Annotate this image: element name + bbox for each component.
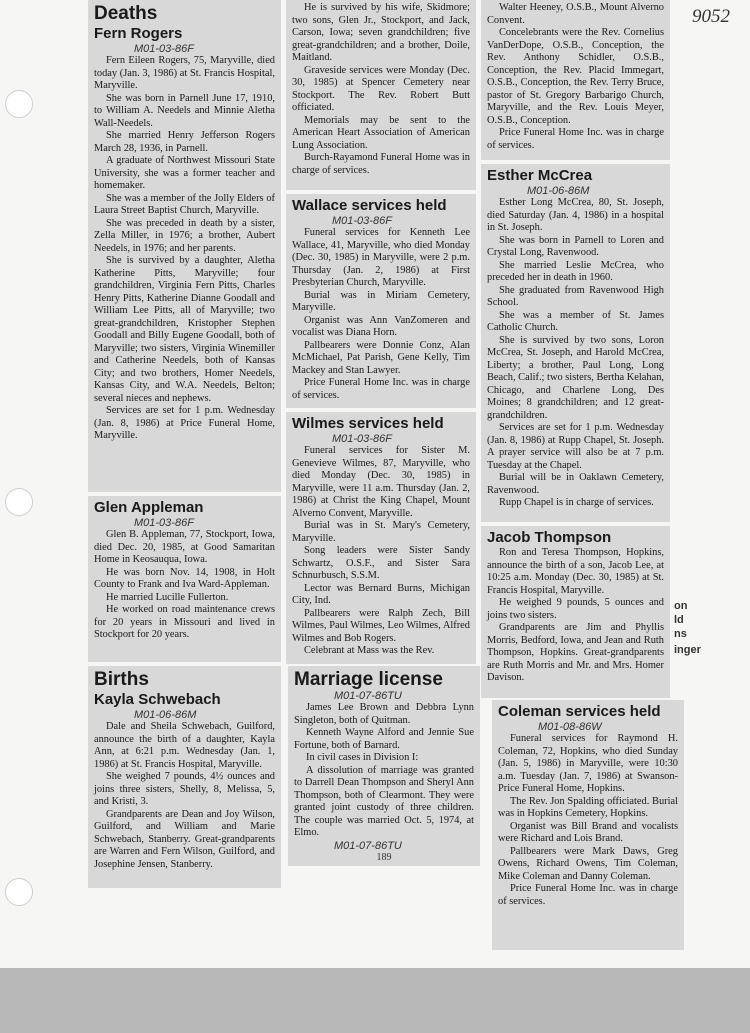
paragraph: Price Funeral Home Inc. was in charge of services. [498, 883, 678, 907]
clipping-number: 189 [376, 851, 392, 863]
paragraph: Organist was Ann VanZomeren and vocalist was Diana Horn. [292, 314, 470, 338]
cut-off-text-fragment: on [674, 600, 688, 612]
paragraph: Funeral services for Raymond H. Coleman, 72, Hopkins, who died Sunday (Jan. 5, 1986) in Maryville, were 10:30 a.m. Tuesday (Jan. 7, 1986) at Swanson-Price Funeral Home, Hopkins. [498, 733, 678, 794]
handwritten-code: M01-07-86TU [334, 839, 402, 852]
paragraph: Lector was Bernard Burns, Michigan City, Ind. [292, 582, 470, 606]
paragraph: Rupp Chapel is in charge of services. [499, 497, 654, 508]
cut-off-text-fragment: inger [674, 644, 701, 656]
paragraph: She is survived by a daughter, Aletha Katherine Pitts, Maryville; four grandchildren, Virginia Fern Pitts, Charles Henry Pitts, Katherine Dianne Goodall and William Lee Pitts, all of Maryville; two great-grandchildren, Kristopher Stephen Goodall and Billy Eugene Goodall, both of Maryville; two sisters, Virginia Winemiller and Catherine Needels, both of Kansas City; and two brothers, Homer Needels, Kansas City, and W.A. Needels, Belton; several nieces and nephews. [94, 255, 275, 404]
births-heading: Births [94, 669, 149, 690]
paragraph: Fern Eileen Rogers, 75, Maryville, died today (Jan. 3, 1986) at St. Francis Hospital, Maryville. [94, 55, 275, 91]
paragraph: James Lee Brown and Debbra Lynn Singleton, both of Quitman. [294, 702, 474, 726]
paragraph: She married Henry Jefferson Rogers March 28, 1936, in Parnell. [94, 130, 275, 154]
paragraph: Burial was in Miriam Cemetery, Maryville. [292, 289, 470, 313]
paragraph: Burial was in St. Mary's Cemetery, Maryville. [292, 520, 470, 544]
paragraph: Pallbearers were Donnie Conz, Alan McMichael, Pat Parish, Gene Kelly, Tim Mackey and Stan Lawyer. [292, 339, 470, 376]
paragraph: Funeral services for Kenneth Lee Wallace, 41, Maryville, who died Monday (Dec. 30, 1985) in Maryville, were 2 p.m. Thursday (Jan. 2, 1986) at First Presbyterian Church, Maryville. [292, 227, 470, 288]
paragraph: Pallbearers were Mark Daws, Greg Owens, Richard Owens, Tim Coleman, Mike Coleman and Danny Coleman. [498, 845, 678, 882]
paragraph: She was born in Parnell to Loren and Crystal Long, Ravenwood. [487, 234, 664, 258]
paragraph: She was preceded in death by a sister, Zella Miller, in 1976; a brother, Aubert Needels, in 1976; and her parents. [94, 217, 275, 254]
fern-rogers-clipping [88, 0, 281, 492]
handwritten-code: M01-03-86F [332, 215, 392, 227]
glen-appleman-clipping [88, 496, 281, 662]
obituary-title: Esther McCrea [487, 167, 593, 184]
wallace-clipping [286, 194, 476, 408]
paragraph: A dissolution of marriage was granted to Darrell Dean Thompson and Sheryl Ann Thompson, both of Clearmont. They were granted joint custody of three children. The couple was married Oct. 5, 1974, at Elmo. [294, 764, 474, 838]
binder-hole [5, 878, 33, 906]
handwritten-code: M01-06-86M [134, 709, 197, 721]
wilmes-continuation-clipping [481, 0, 670, 160]
paragraph: In civil cases in Division I: [306, 752, 419, 763]
cut-off-text-fragment: ld [674, 614, 684, 626]
paragraph: Esther Long McCrea, 80, St. Joseph, died Saturday (Jan. 4, 1986) in a hospital in St. Joseph. [487, 197, 664, 233]
handwritten-code: M01-03-86F [134, 43, 194, 55]
deaths-heading: Deaths [94, 3, 158, 24]
paragraph: Price Funeral Home Inc. was in charge of services. [487, 127, 664, 151]
paragraph: Ron and Teresa Thompson, Hopkins, announce the birth of a son, Jacob Lee, at 10:25 a.m. Monday (Dec. 30, 1985) at St. Francis Hospital, Maryville. [487, 547, 664, 596]
section-title: Marriage license [294, 669, 443, 690]
paragraph: Celebrant at Mass was the Rev. [304, 645, 435, 656]
handwritten-code: M01-07-86TU [334, 690, 402, 702]
paragraph: He weighed 9 pounds, 5 ounces and joins two sisters. [487, 597, 664, 621]
paragraph: She was a member of the Jolly Elders of Laura Street Baptist Church, Maryville. [94, 192, 275, 216]
paragraph: Burch-Rayamond Funeral Home was in charge of services. [292, 152, 470, 176]
paragraph: He worked on road maintenance crews for 20 years in Missouri and lived in Stockport for 20 years. [94, 604, 275, 640]
paragraph: Pallbearers were Ralph Zech, Bill Wilmes, Paul Wilmes, Leo Wilmes, Alfred Wilmes and Bob Rogers. [292, 607, 470, 644]
paragraph: Organist was Bill Brand and vocalists were Richard and Lois Brand. [498, 820, 678, 844]
paragraph: Services are set for 1 p.m. Wednesday (Jan. 8, 1986) at Rupp Chapel, St. Joseph. A prayer service will also be at 7 p.m. Tuesday at the Chapel. [487, 422, 664, 471]
handwritten-code: M01-03-86F [332, 433, 392, 445]
birth-title: Kayla Schwebach [94, 691, 221, 708]
paragraph: Kenneth Wayne Alford and Jennie Sue Fortune, both of Barnard. [294, 727, 474, 751]
scan-background-strip [0, 968, 750, 1033]
obituary-title: Coleman services held [498, 703, 661, 720]
handwritten-code: M01-06-86M [527, 185, 590, 197]
paragraph: Burial will be in Oaklawn Cemetery, Ravenwood. [487, 472, 664, 496]
paragraph: Dale and Sheila Schwebach, Guilford, announce the birth of a daughter, Kayla Ann, at 6:21 p.m. Wednesday (Jan. 1, 1986) at St. Francis Hospital, Maryville. [94, 721, 275, 770]
paragraph: Grandparents are Jim and Phyllis Morris, Bedford, Iowa, and Jean and Ruth Thompson, Hopkins. Great-grandparents are Ruth Morris and Mr. and Mrs. Homer Davison. [487, 622, 664, 683]
paragraph: The Rev. Jon Spalding officiated. Burial was in Hopkins Cemetery, Hopkins. [498, 795, 678, 819]
paragraph: She weighed 7 pounds, 4½ ounces and joins three sisters, Shelly, 8, Melissa, 5, and Kristi, 3. [94, 771, 275, 807]
paragraph: A graduate of Northwest Missouri State University, she was a former teacher and homemaker. [94, 155, 275, 191]
paragraph: Services are set for 1 p.m. Wednesday (Jan. 8, 1986) at Price Funeral Home, Maryville. [94, 405, 275, 441]
esther-mccrea-clipping [481, 164, 670, 522]
kayla-schwebach-clipping [88, 666, 281, 888]
obituary-title: Glen Appleman [94, 499, 204, 516]
page-number: 9052 [692, 6, 730, 27]
obituary-title: Fern Rogers [94, 25, 183, 42]
handwritten-code: M01-03-86F [134, 517, 194, 529]
coleman-clipping [492, 700, 684, 950]
paragraph: Funeral services for Sister M. Genevieve Wilmes, 87, Maryville, who died Monday (Dec. 30, 1985) in Maryville, were 11 a.m. Thursday (Jan. 2, 1986) at Christ the King Chapel, Mount Alverno Convent, Maryville. [292, 445, 470, 519]
paragraph: Song leaders were Sister Sandy Schwartz, O.S.F., and Sister Sara Schnurbusch, S.S.M. [292, 545, 470, 581]
paragraph: Memorials may be sent to the American Heart Association of American Lung Association. [292, 114, 470, 151]
paragraph: Grandparents are Dean and Joy Wilson, Guilford, and William and Marie Schwebach, Stanberry. Great-grandparents are Warren and Fern Wilson, Guilford, and Josephine Jensen, Stanberry. [94, 808, 275, 870]
cut-off-text-fragment: ns [674, 628, 687, 640]
paragraph: He was born Nov. 14, 1908, in Holt County to Frank and Iva Ward-Appleman. [94, 566, 275, 590]
paragraph: Glen B. Appleman, 77, Stockport, Iowa, died Dec. 20, 1985, at Good Samaritan Home in Keosauqua, Iowa. [94, 529, 275, 565]
marriage-license-clipping [288, 666, 480, 866]
appleman-continuation-clipping [286, 0, 476, 190]
obituary-title: Wallace services held [292, 197, 447, 214]
paragraph: He married Lucille Fullerton. [106, 591, 229, 603]
paragraph: Graveside services were Monday (Dec. 30, 1985) at Spencer Cemetery near Stockport. The Rev. Robert Butt officiated. [292, 64, 470, 113]
wilmes-clipping [286, 412, 476, 664]
paragraph: She married Leslie McCrea, who preceded her in death in 1960. [487, 259, 664, 283]
birth-title: Jacob Thompson [487, 529, 612, 546]
paragraph: She graduated from Ravenwood High School. [487, 284, 664, 308]
paragraph: She was born in Parnell June 17, 1910, to William A. Needels and Minnie Aletha Wall-Needels. [94, 92, 275, 129]
handwritten-code: M01-08-86W [538, 721, 602, 733]
paragraph: Concelebrants were the Rev. Cornelius VanDerDope, O.S.B., Conception, the Rev. Anthony Schidler, O.S.B., Conception, the Rev. Placid Immegart, O.S.B., Conception, the Rev. Terry Bruce, pastor of St. Gregory Barbarigo Church, Maryville, and the Rev. Louis Meyer, O.S.B., Conception. [487, 27, 664, 126]
binder-hole [5, 90, 33, 118]
binder-hole [5, 488, 33, 516]
obituary-title: Wilmes services held [292, 415, 444, 432]
paragraph: Price Funeral Home Inc. was in charge of services. [292, 377, 470, 401]
paragraph: She is survived by two sons, Loron McCrea, St. Joseph, and Harold McCrea, Liberty; a brother, Paul Long, Long Beach, Calif.; two sisters, Bertha Kelahan, Chicago, and Charlene Long, Des Moines; 8 grandchildren; and 12 great-grandchildren. [487, 334, 664, 421]
paragraph: She was a member of St. James Catholic Church. [487, 309, 664, 333]
paragraph: Walter Heeney, O.S.B., Mount Alverno Convent. [487, 2, 664, 26]
paragraph: He is survived by his wife, Skidmore; two sons, Glen Jr., Stockport, and Jack, Carson, Iowa; seven grandchildren; five great-grandchildren; and a brother, Doile, Maitland. [292, 2, 470, 63]
jacob-thompson-clipping [481, 526, 670, 698]
